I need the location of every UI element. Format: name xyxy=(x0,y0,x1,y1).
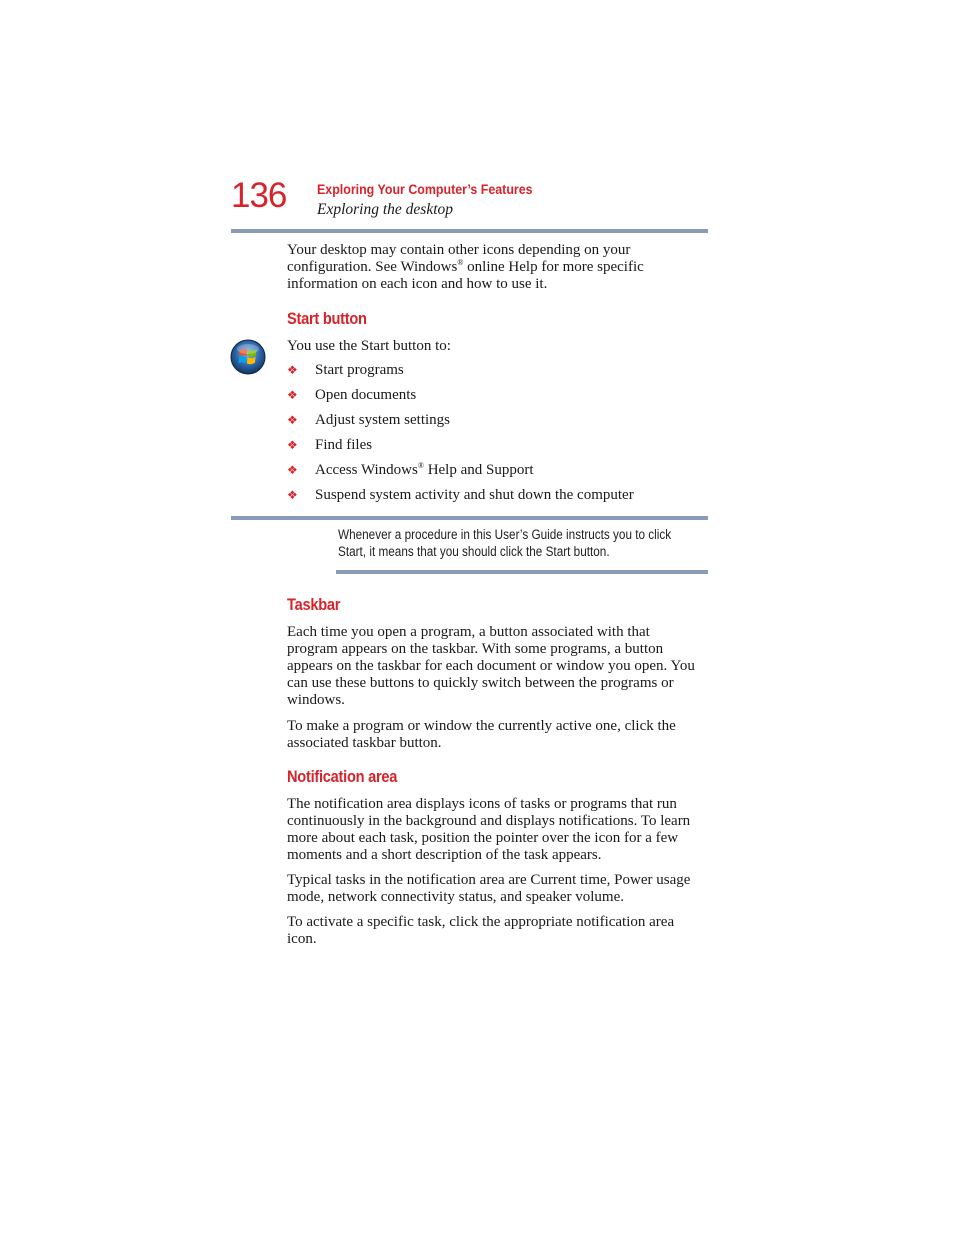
section-title: Exploring the desktop xyxy=(317,201,454,218)
notification-paragraph-2: Typical tasks in the notification area are Current time, Power usage mode, network connectivity status, and speaker volume. xyxy=(287,872,691,905)
note-line-1: Whenever a procedure in this User’s Guide instructs you to click xyxy=(338,527,672,542)
heading-start-button: Start button xyxy=(287,309,367,328)
taskbar-paragraph-2: To make a program or window the currently active one, click the associated taskbar button. xyxy=(287,718,676,751)
intro-line-2: configuration. See Windows® online Help for more specific xyxy=(287,258,644,275)
note-top-rule xyxy=(231,516,708,520)
heading-notification-area: Notification area xyxy=(287,767,398,786)
start-button-lead: You use the Start button to: xyxy=(287,338,451,354)
intro-paragraph xyxy=(287,242,707,293)
note-text xyxy=(338,526,703,560)
list-item: ❖ Find files xyxy=(287,437,373,453)
list-item: ❖ Open documents xyxy=(287,387,417,403)
notification-paragraph-1: The notification area displays icons of tasks or programs that run continuously in the background and displays notifications. To learn more about each task, position the pointer over the icon for a few moments and a short description of the task appears. xyxy=(287,796,691,863)
notification-paragraph-3: To activate a specific task, click the appropriate notification area icon. xyxy=(287,914,675,947)
list-item: ❖ Access Windows® Help and Support xyxy=(287,461,534,478)
intro-line-1: Your desktop may contain other icons depending on your xyxy=(287,242,631,258)
windows-start-orb-icon xyxy=(230,339,266,375)
bullet-icon: ❖ xyxy=(287,363,298,377)
bullet-icon: ❖ xyxy=(287,388,298,402)
bullet-icon: ❖ xyxy=(287,438,298,452)
chapter-title: Exploring Your Computer’s Features xyxy=(317,182,533,197)
list-item: ❖ Start programs xyxy=(287,362,404,378)
bullet-icon: ❖ xyxy=(287,463,298,477)
taskbar-paragraph-1: Each time you open a program, a button associated with that program appears on the taskbar. With some programs, a button appears on the taskbar for each document or window you open. You can use these buttons to quickly switch between the programs or windows. xyxy=(287,624,695,708)
list-item: ❖ Suspend system activity and shut down the computer xyxy=(287,487,634,503)
list-item: ❖ Adjust system settings xyxy=(287,412,451,428)
intro-line-3: information on each icon and how to use it. xyxy=(287,276,548,292)
bullet-icon: ❖ xyxy=(287,488,298,502)
page-number: 136 xyxy=(231,176,287,215)
bullet-icon: ❖ xyxy=(287,413,298,427)
heading-taskbar: Taskbar xyxy=(287,595,341,614)
note-line-2: Start, it means that you should click the Start button. xyxy=(338,544,610,559)
header-rule xyxy=(231,229,708,233)
note-bottom-rule xyxy=(336,570,708,574)
